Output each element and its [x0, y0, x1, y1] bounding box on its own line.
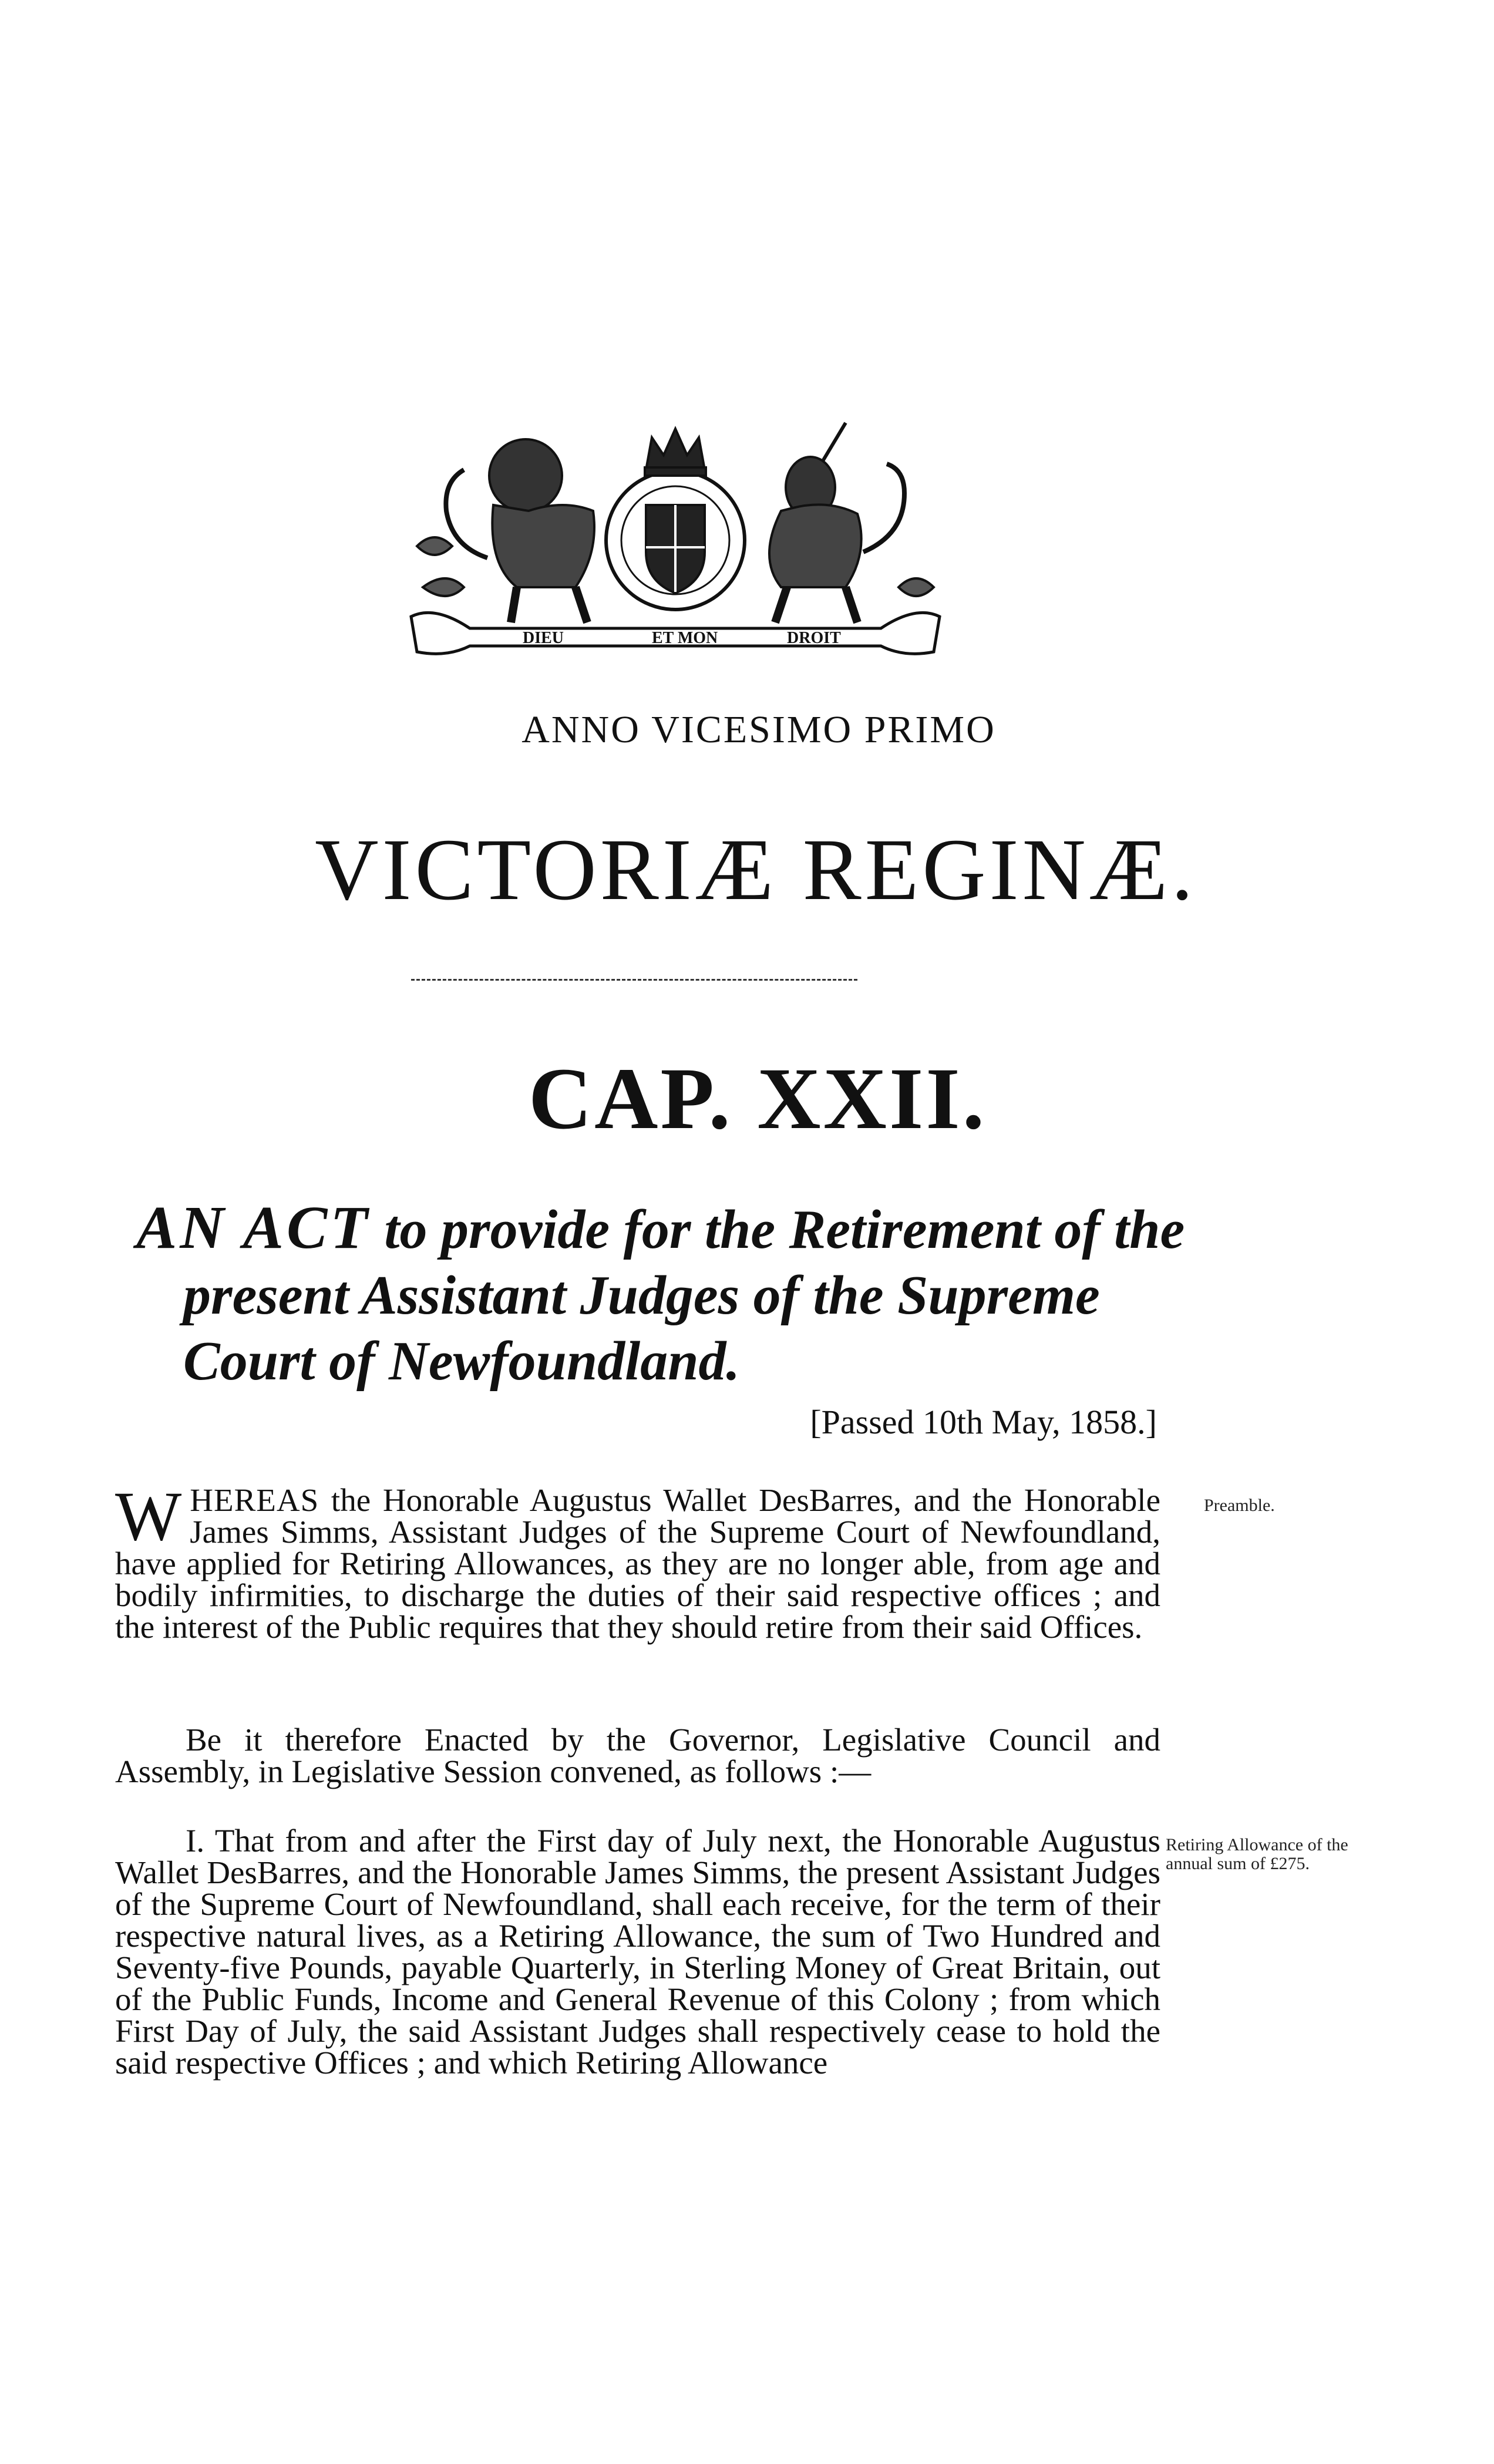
- preamble-first-word: HEREAS: [190, 1482, 319, 1518]
- passed-date: [Passed 10th May, 1858.]: [810, 1403, 1157, 1441]
- divider-rule: [411, 979, 857, 981]
- drop-cap: W: [115, 1477, 182, 1555]
- motto-left: DIEU: [523, 629, 564, 647]
- regnal-title: VICTORIÆ REGINÆ.: [315, 821, 1197, 918]
- act-title-rest: to provide for the Retirement of the present Assistant Judges of the Supreme Court of Newfoundland.: [183, 1199, 1185, 1392]
- margin-note-preamble: Preamble.: [1204, 1496, 1275, 1515]
- act-title: [136, 1195, 1217, 1394]
- enacting-clause: Be it therefore Enacted by the Governor, Legislative Council and Assembly, in Legislative Session convened, as follows :—: [115, 1722, 1160, 1789]
- royal-coat-of-arms: [399, 411, 951, 664]
- regnal-year-line: ANNO VICESIMO PRIMO: [521, 708, 996, 751]
- section-one-text: That from and after the First day of July next, the Honorable Augustus Wallet DesBarres, and the Honorable James Simms, the present Assistant Judges of the Supreme Court of Newfoundland, shall each receive, for the term of their respective natural lives, as a Retiring Allowance, the sum of Two Hundred and Seventy-five Pounds, payable Quarterly, in Sterling Money of Great Britain, out of the Public Funds, Income and General Revenue of this Colony ; from which First Day of July, the said Assistant Judges shall respectively cease to hold the said respective Offices ; and which Retiring Allowance: [115, 1823, 1160, 2081]
- section-number: I.: [186, 1823, 205, 1859]
- motto-mid: ET MON: [652, 629, 718, 647]
- section-one: [115, 1825, 1160, 2079]
- preamble-paragraph: [115, 1477, 1160, 1645]
- act-title-lead: AN ACT: [136, 1194, 371, 1261]
- preamble-text: the Honorable Augustus Wallet DesBarres, and the Honorable James Simms, Assistant Judges of the Supreme Court of Newfoundland, have applied for Retiring Allowances, as they are no longer able, from age and bodily infirmities, to discharge the duties of their said respective offices ; and the interest of the Public requires that they should retire from their said Offices.: [115, 1482, 1160, 1645]
- chapter-heading: CAP. XXII.: [528, 1050, 987, 1147]
- motto-right: DROIT: [787, 629, 841, 647]
- margin-note-retiring-allowance: Retiring Allowance of the annual sum of £275.: [1166, 1835, 1348, 1873]
